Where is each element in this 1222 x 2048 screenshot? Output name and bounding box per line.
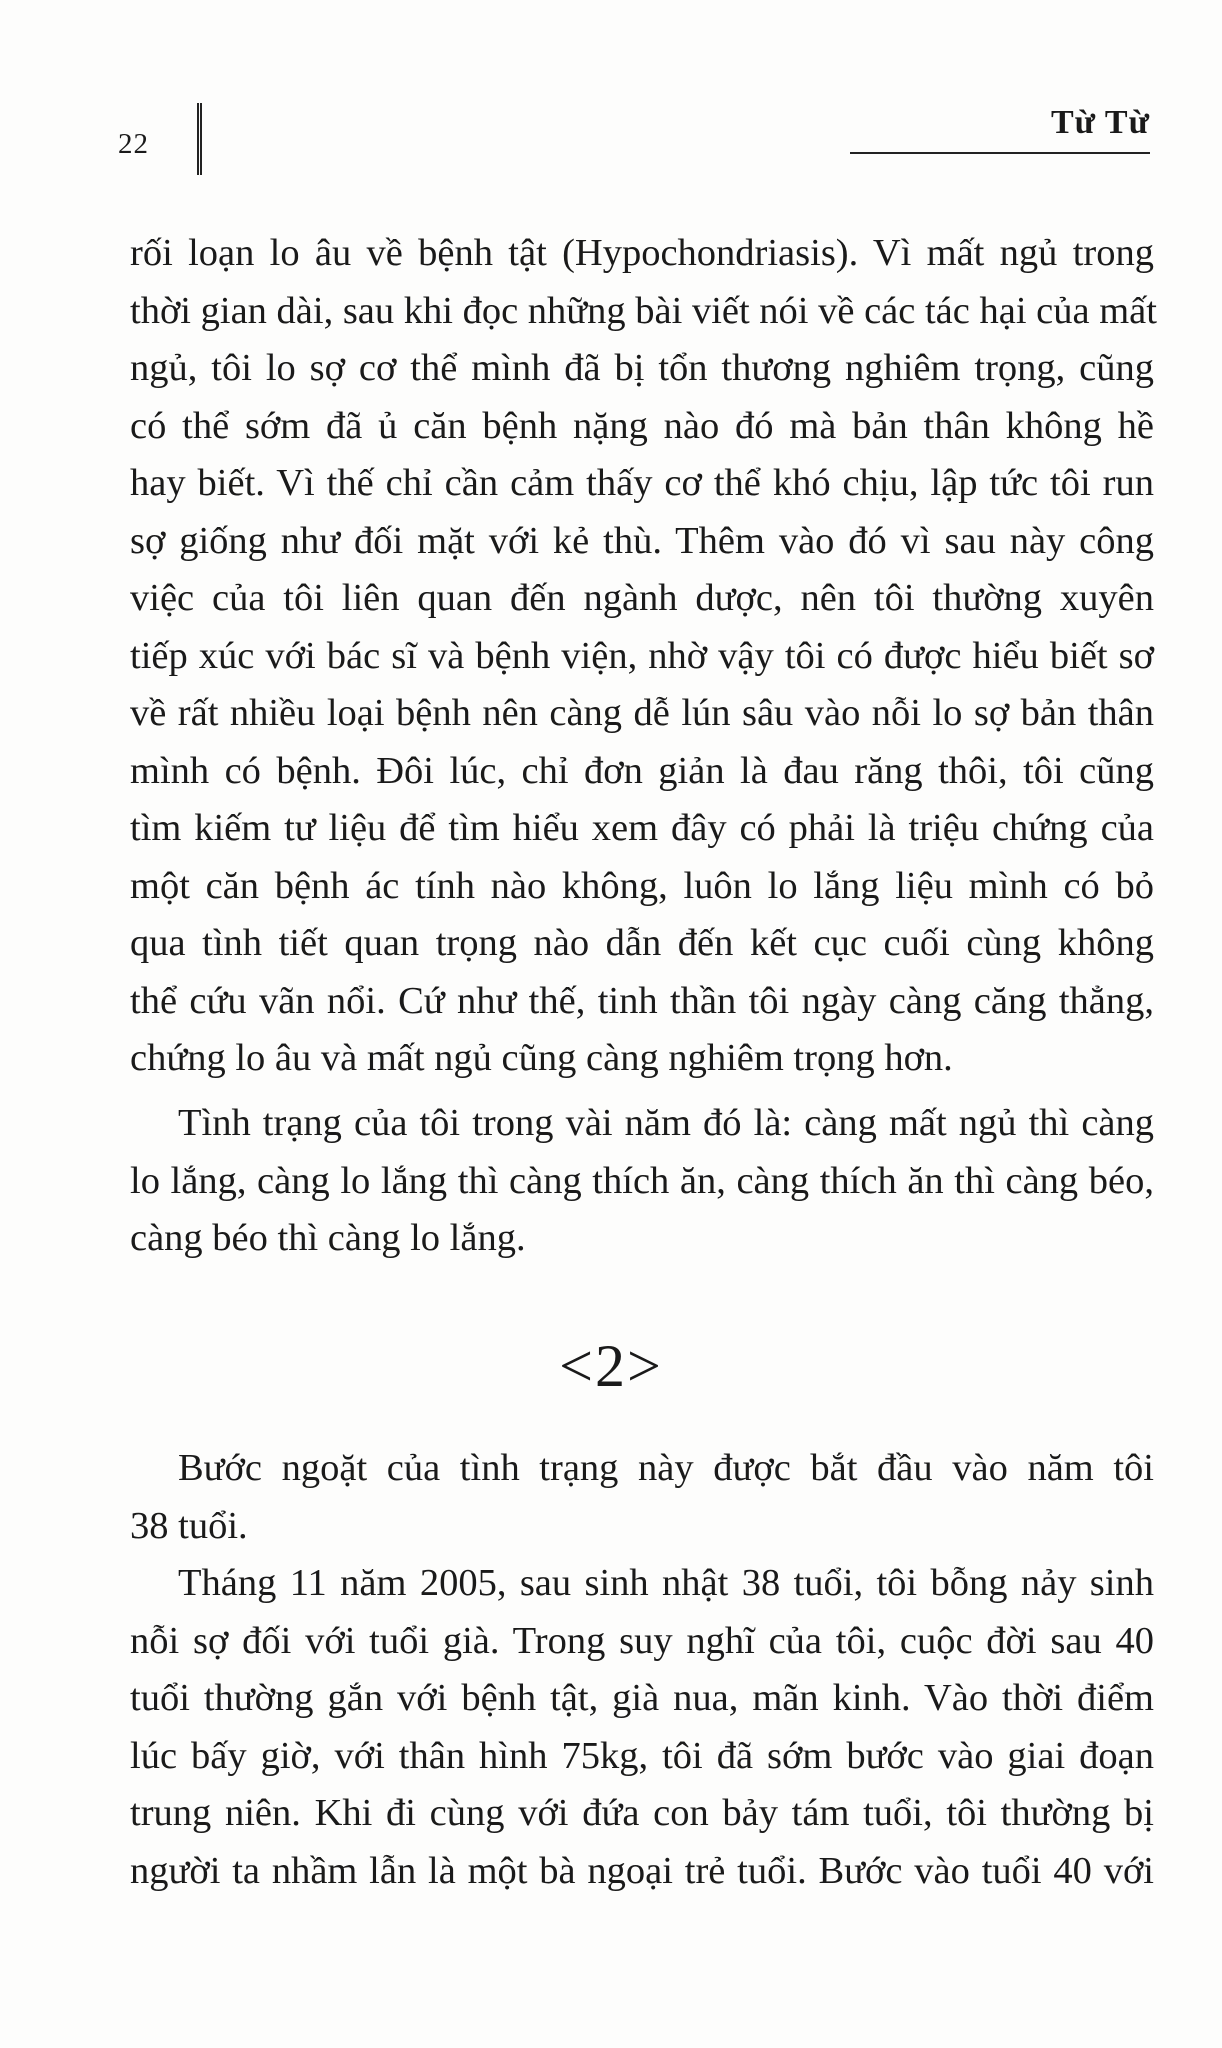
text-line: chứng lo âu và mất ngủ cũng càng nghiêm trọng hơn. [130, 1037, 953, 1079]
text-line: Bước ngoặt của tình trạng này được bắt đầu vào năm tôi [178, 1447, 1154, 1489]
text-line: càng béo thì càng lo lắng. [130, 1217, 526, 1259]
text-line: tuổi thường gắn với bệnh tật, già nua, mãn kinh. Vào thời điểm [130, 1677, 1154, 1719]
paragraph-4 [130, 1555, 1154, 1900]
text-line: hay biết. Vì thế chỉ cần cảm thấy cơ thể khó chịu, lập tức tôi run [130, 462, 1154, 504]
text-line: sợ giống như đối mặt với kẻ thù. Thêm vào đó vì sau này công [130, 519, 1154, 562]
text-line: trung niên. Khi đi cùng với đứa con bảy tám tuổi, tôi thường bị [130, 1792, 1154, 1834]
text-line: tiếp xúc với bác sĩ và bệnh viện, nhờ vậy tôi có được hiểu biết sơ [130, 634, 1154, 677]
section-marker: <2> [559, 1333, 663, 1399]
text-line: về rất nhiều loại bệnh nên càng dễ lún sâu vào nỗi lo sợ bản thân [130, 692, 1154, 734]
text-line: qua tình tiết quan trọng nào dẫn đến kết cục cuối cùng không [130, 922, 1154, 964]
running-title: Từ Từ [850, 104, 1150, 154]
text-line: nỗi sợ đối với tuổi già. Trong suy nghĩ của tôi, cuộc đời sau 40 [130, 1619, 1154, 1662]
page-number: 22 [118, 128, 149, 160]
text-line: tìm kiếm tư liệu để tìm hiểu xem đây có phải là triệu chứng của [130, 807, 1154, 849]
text-line: lo lắng, càng lo lắng thì càng thích ăn, càng thích ăn thì càng béo, [130, 1159, 1154, 1202]
text-line: mình có bệnh. Đôi lúc, chỉ đơn giản là đau răng thôi, tôi cũng [130, 749, 1154, 792]
text-line: việc của tôi liên quan đến ngành dược, nên tôi thường xuyên [130, 577, 1154, 619]
text-line: thời gian dài, sau khi đọc những bài viết nói về các tác hại của mất [130, 289, 1157, 332]
text-line: lúc bấy giờ, với thân hình 75kg, tôi đã sớm bước vào giai đoạn [130, 1734, 1154, 1777]
text-line: một căn bệnh ác tính nào không, luôn lo lắng liệu mình có bỏ [130, 864, 1154, 907]
paragraph-1 [130, 225, 1157, 1088]
text-line: ngủ, tôi lo sợ cơ thể mình đã bị tổn thương nghiêm trọng, cũng [130, 347, 1154, 389]
paragraph-3 [130, 1440, 1154, 1555]
text-line: Tình trạng của tôi trong vài năm đó là: càng mất ngủ thì càng [178, 1102, 1154, 1144]
text-line: thể cứu vãn nổi. Cứ như thế, tinh thần tôi ngày càng căng thẳng, [130, 979, 1154, 1022]
text-line: 38 tuổi. [130, 1504, 248, 1547]
text-line: có thể sớm đã ủ căn bệnh nặng nào đó mà bản thân không hề [130, 404, 1154, 447]
header-vertical-rule [197, 103, 202, 175]
paragraph-2 [130, 1095, 1154, 1268]
text-line: rối loạn lo âu về bệnh tật (Hypochondriasis). Vì mất ngủ trong [130, 232, 1154, 274]
text-line: người ta nhầm lẫn là một bà ngoại trẻ tuổi. Bước vào tuổi 40 với [130, 1849, 1154, 1892]
text-line: Tháng 11 năm 2005, sau sinh nhật 38 tuổi, tôi bỗng nảy sinh [178, 1562, 1154, 1604]
